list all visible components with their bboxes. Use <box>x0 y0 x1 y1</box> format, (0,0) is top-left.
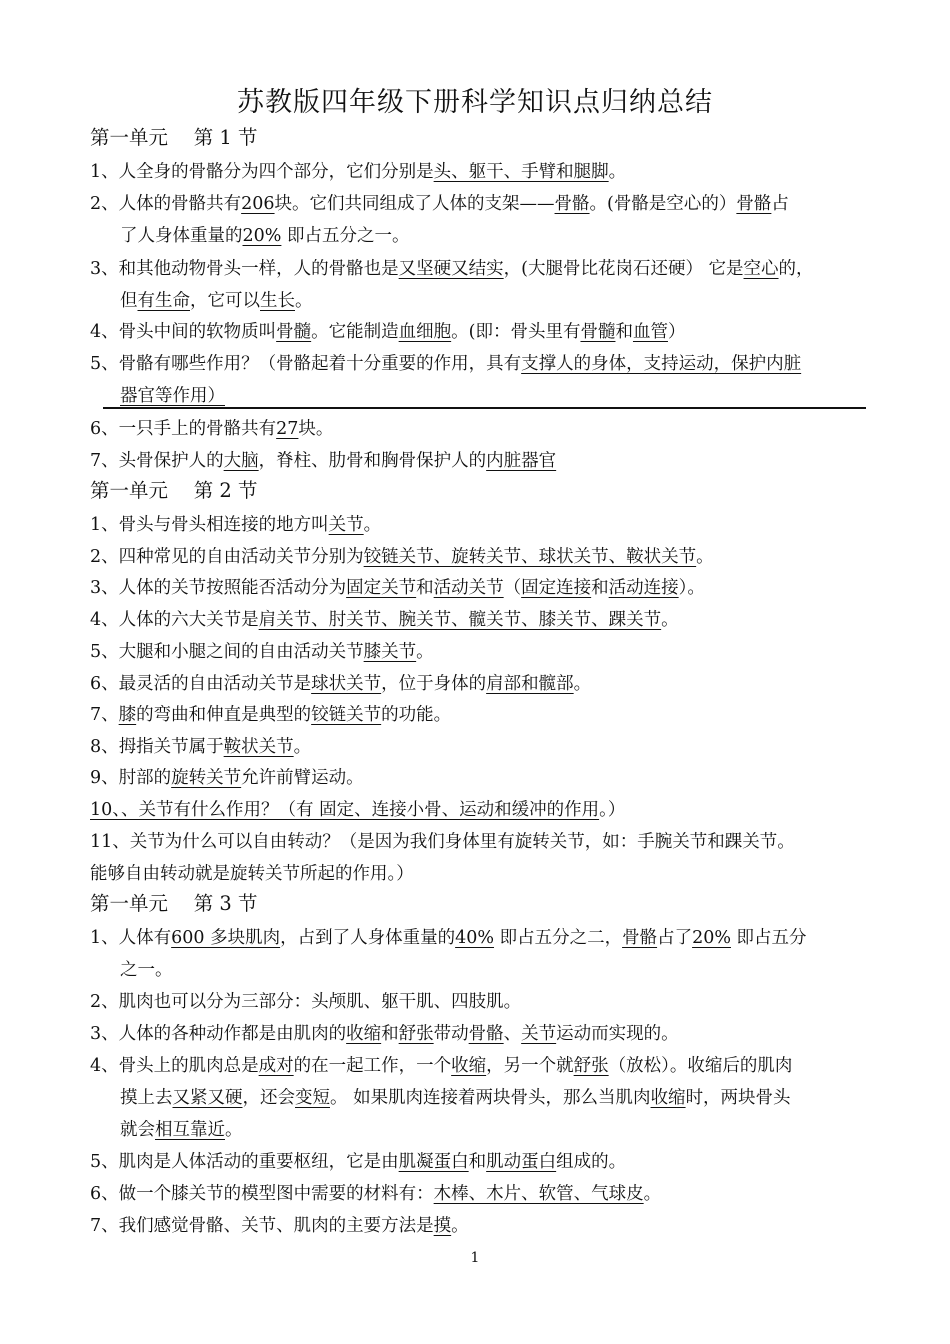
list-item: 7、头骨保护人的大脑，脊柱、肋骨和胸骨保护人的内脏器官 <box>90 451 557 471</box>
list-item: 3、人体的关节按照能否活动分为固定关节和活动关节（固定连接和活动连接）。 <box>90 578 705 598</box>
list-item: 6、做一个膝关节的模型图中需要的材料有：木棒、木片、软管、气球皮。 <box>90 1184 662 1204</box>
list-item: 6、最灵活的自由活动关节是球状关节，位于身体的肩部和髋部。 <box>90 674 592 694</box>
horizontal-rule <box>103 407 866 409</box>
list-item: 3、人体的各种动作都是由肌肉的收缩和舒张带动骨骼、关节运动而实现的。 <box>90 1024 679 1044</box>
list-item: 1、人体有600 多块肌肉，占到了人身体重量的40% 即占五分之二，骨骼占了20% 即占五分 之一。 <box>90 928 807 980</box>
list-item: 6、一只手上的骨骼共有27块。 <box>90 419 334 439</box>
list-item: 2、人体的骨骼共有206块。它们共同组成了人体的支架——骨骼。(骨骼是空心的）骨骼占 了人身体重量的20% 即占五分之一。 <box>90 194 789 246</box>
section-heading-1: 第一单元 第 1 节 <box>90 126 258 149</box>
section-heading-2: 第一单元 第 2 节 <box>90 479 258 502</box>
list-item: 2、四种常见的自由活动关节分别为铰链关节、旋转关节、球状关节、鞍状关节。 <box>90 547 714 567</box>
list-item: 1、骨头与骨头相连接的地方叫关节。 <box>90 515 382 535</box>
list-item: 4、骨头上的肌肉总是成对的在一起工作，一个收缩，另一个就舒张（放松）。收缩后的肌肉 摸上去又紧又硬，还会变短。 如果肌肉连接着两块骨头，那么当肌肉收缩时，两块骨头 就会相互靠近。 <box>90 1056 793 1140</box>
list-item: 5、骨骼有哪些作用？（骨骼起着十分重要的作用，具有支撑人的身体，支持运动，保护内脏 器官等作用） <box>90 354 802 406</box>
document-title: 苏教版四年级下册科学知识点归纳总结 <box>237 87 713 118</box>
section-heading-3: 第一单元 第 3 节 <box>90 892 258 915</box>
list-item: 5、肌肉是人体活动的重要枢纽，它是由肌凝蛋白和肌动蛋白组成的。 <box>90 1152 627 1172</box>
list-item: 10、、关节有什么作用？（有 固定、连接小骨、运动和缓冲的作用。） <box>90 800 626 820</box>
list-item: 7、膝的弯曲和伸直是典型的铰链关节的功能。 <box>90 705 452 725</box>
list-item: 1、人全身的骨骼分为四个部分，它们分别是头、躯干、手臂和腿脚。 <box>90 162 627 182</box>
list-item: 5、大腿和小腿之间的自由活动关节膝关节。 <box>90 642 434 662</box>
list-item: 11、关节为什么可以自由转动？（是因为我们身体里有旋转关节，如：手腕关节和踝关节。 能够自由转动就是旋转关节所起的作用。） <box>90 832 795 884</box>
list-item: 3、和其他动物骨头一样，人的骨骼也是又坚硬又结实，(大腿骨比花岗石还硬） 它是空心的， 但有生命，它可以生长。 <box>90 259 814 311</box>
list-item: 2、肌肉也可以分为三部分：头颅肌、躯干肌、四肢肌。 <box>90 992 522 1012</box>
page-number: 1 <box>470 1250 480 1266</box>
list-item: 7、我们感觉骨骼、关节、肌肉的主要方法是摸。 <box>90 1216 469 1236</box>
list-item: 9、肘部的旋转关节允许前臂运动。 <box>90 768 364 788</box>
list-item: 4、人体的六大关节是肩关节、肘关节、腕关节、髋关节、膝关节、踝关节。 <box>90 610 679 630</box>
list-item: 8、拇指关节属于鞍状关节。 <box>90 737 312 757</box>
list-item: 4、骨头中间的软物质叫骨髓。它能制造血细胞。(即：骨头里有骨髓和血管） <box>90 322 686 342</box>
